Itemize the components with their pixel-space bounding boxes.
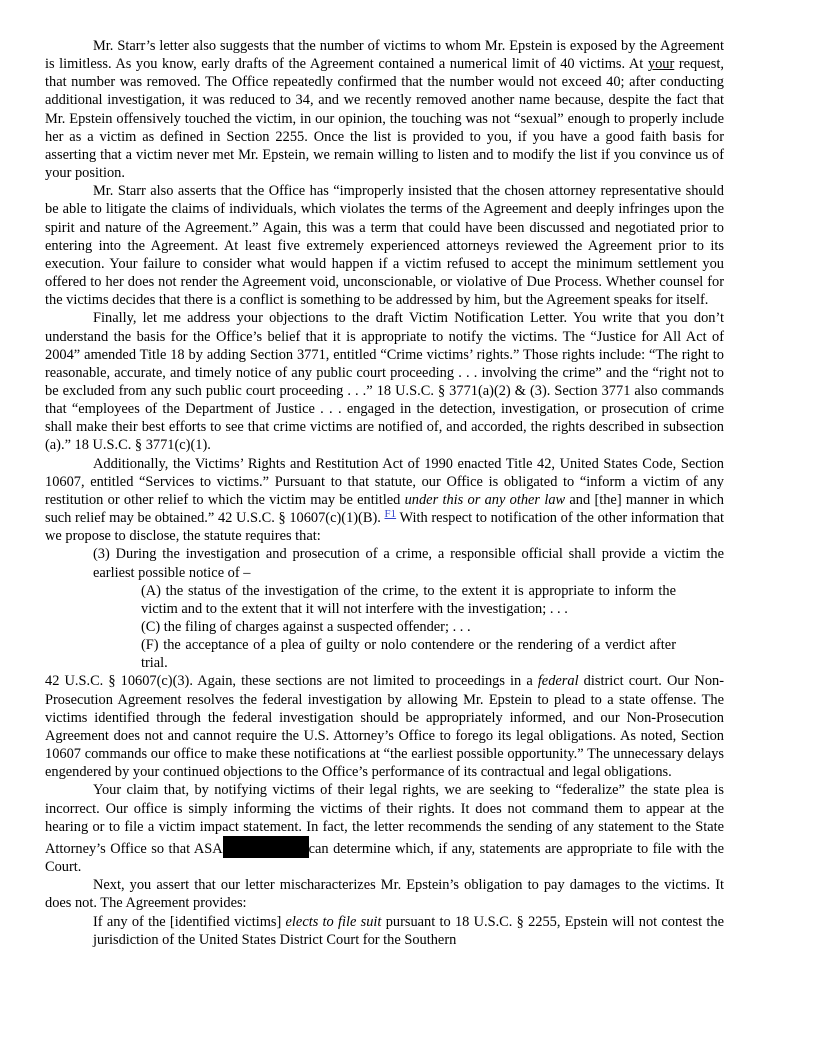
agreement-quote	[93, 913, 724, 949]
italic-text: elects to file suit	[285, 913, 382, 930]
paragraph-text: can determine which, if any, statements are appropriate to file with the Court.	[45, 840, 724, 876]
paragraph-text: With respect to notification of the other information that we propose to disclose, the statute requires that:	[45, 510, 724, 545]
redaction-box	[223, 836, 309, 858]
italic-text: under this or any other law	[404, 491, 566, 508]
paragraph-text: request, that number was removed. The Office repeatedly confirmed that the number would not exceed 40; after conducting additional investigation, it was reduced to 34, and we recently removed another name because, despite the fact that Mr. Epstein offensively touched the victim, in our opinion, the touching was not “sexual” enough to properly include her as a victim as defined in Section 2255. Once the list is provided to you, if you have a good faith basis for asserting that a victim never met Mr. Epstein, we remain willing to listen and to modify the list if you convince us of your position.	[45, 56, 724, 182]
paragraph-federalize-claim	[45, 781, 724, 876]
paragraph-restitution-act	[45, 455, 724, 546]
paragraph-victim-count	[45, 37, 724, 182]
italic-text: federal	[537, 673, 579, 690]
paragraph-text: Your claim that, by notifying victims of their legal rights, we are seeking to “federalize” the state plea is incorrect. Our office is simply informing the victims of their rights. It does not command them to appear at the hearing or to file a victim impact statement. In fact, the letter recommends the sending of any statement to the State Attorney’s Office so that ASA	[45, 782, 724, 857]
paragraph-text: and [the] manner in which such relief may be obtained.” 42 U.S.C. § 10607(c)(1)(B).	[45, 491, 724, 527]
paragraph-damages: Next, you assert that our letter mischaracterizes Mr. Epstein’s obligation to pay damages to the victims. It does not. The Agreement provides:	[45, 877, 724, 912]
document-page	[45, 37, 724, 949]
paragraph-federal-proceedings	[45, 672, 724, 781]
statute-item-f: (F) the acceptance of a plea of guilty or nolo contendere or the rendering of a verdict after trial.	[141, 637, 676, 672]
paragraph-text: pursuant to 18 U.S.C. § 2255, Epstein will not contest the jurisdiction of the United States District Court for the Southern	[93, 913, 724, 948]
paragraph-text: Mr. Starr’s letter also suggests that the number of victims to whom Mr. Epstein is exposed by the Agreement is limitless. As you know, early drafts of the Agreement contained a numerical limit of 40 victims. At	[45, 38, 724, 73]
underlined-word: your	[647, 56, 675, 73]
paragraph-text: Additionally, the Victims’ Rights and Restitution Act of 1990 enacted Title 42, United States Code, Section 10607, entitled “Services to victims.” Pursuant to that statute, our Office is obligated to “inform a victim of any restitution or other relief to which the victim may be entitled	[45, 455, 724, 508]
footnote-link[interactable]: F1	[384, 508, 397, 521]
paragraph-text: If any of the [identified victims]	[93, 913, 286, 930]
paragraph-notification-letter: Finally, let me address your objections to the draft Victim Notification Letter. You write that you don’t understand the basis for the Office’s belief that it is appropriate to notify the victims. The “Justice for All Act of 2004” amended Title 18 by adding Section 3771, entitled “Crime victims’ rights.” Those rights include: “The right to reasonable, accurate, and timely notice of any public court proceeding . . . involving the crime” and the “right not to be excluded from any such public court proceeding . . .” 18 U.S.C. § 3771(a)(2) & (3). Section 3771 also commands that “employees of the Department of Justice . . . engaged in the detection, investigation, or prosecution of crime shall make their best efforts to see that crime victims are notified of, and accorded, the rights described in subsection (a).” 18 U.S.C. § 3771(c)(1).	[45, 310, 724, 454]
statute-item-c: (C) the filing of charges against a suspected offender; . . .	[141, 619, 471, 635]
statute-item-a: (A) the status of the investigation of the crime, to the extent it is appropriate to inform the victim and to the extent that it will not interfere with the investigation; . . .	[141, 582, 676, 617]
paragraph-text: district court. Our Non-Prosecution Agreement resolves the federal investigation by allowing Mr. Epstein to plead to a state offense. The victims identified through the federal investigation should be appropriately informed, and our Non-Prosecution Agreement does not and cannot require the U.S. Attorney’s Office to forego its legal obligations. As noted, Section 10607 commands our office to make these notifications at “the earliest possible opportunity.” The unnecessary delays engendered by your continued objections to the Office’s performance of its contractual and legal obligations.	[45, 673, 725, 781]
statute-intro: (3) During the investigation and prosecution of a crime, a responsible official shall provide a victim the earliest possible notice of –	[93, 546, 724, 581]
paragraph-attorney-representative: Mr. Starr also asserts that the Office has “improperly insisted that the chosen attorney representative should be able to litigate the claims of individuals, which violates the terms of the Agreement and deeply infringes upon the spirit and nature of the Agreement.” Again, this was a term that could have been discussed and negotiated prior to entering into the Agreement. At least five extremely experienced attorneys reviewed the Agreement prior to its execution. Your failure to consider what would happen if a victim refused to accept the minimum settlement you offered to her does not render the Agreement void, unconscionable, or violative of Due Process. Whether counsel for the victims decides that there is a conflict is something to be addressed by him, but the Agreement speaks for itself.	[45, 183, 724, 309]
paragraph-text: 42 U.S.C. § 10607(c)(3). Again, these sections are not limited to proceedings in a	[45, 673, 538, 690]
